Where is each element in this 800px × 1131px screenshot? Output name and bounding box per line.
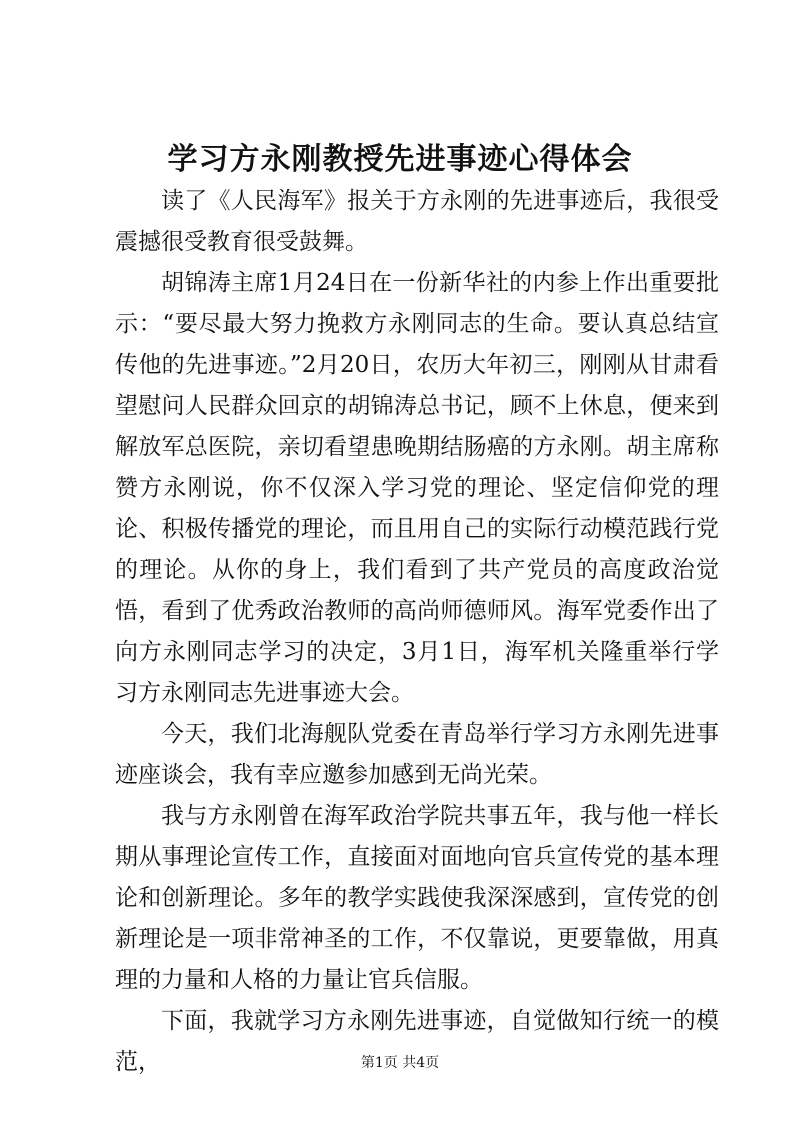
paragraph-4: 我与方永刚曾在海军政治学院共事五年，我与他一样长期从事理论宣传工作，直接面对面地向官兵宣传党的基本理论和创新理论。多年的教学实践使我深深感到，宣传党的创新理论是一项非常神圣的工作，不仅靠说，更要靠做，用真理的力量和人格的力量让官兵信服。 [115, 803, 719, 993]
paragraph-2: 胡锦涛主席1月24日在一份新华社的内参上作出重要批示：“要尽最大努力挽救方永刚同志的生命。要认真总结宣传他的先进事迹。”2月20日，农历大年初三，刚刚从甘肃看望慰问人民群众回京的胡锦涛总书记，顾不上休息，便来到解放军总医院，亲切看望患晚期结肠癌的方永刚。胡主席称赞方永刚说，你不仅深入学习党的理论、坚定信仰党的理论、积极传播党的理论，而且用自己的实际行动模范践行党的理论。从你的身上，我们看到了共产党员的高度政治觉悟，看到了优秀政治教师的高尚师德师风。海军党委作出了向方永刚同志学习的决定，3月1日，海军机关隆重举行学习方永刚同志先进事迹大会。 [115, 270, 719, 706]
paragraph-5: 下面，我就学习方永刚先进事迹，自觉做知行统一的模范， [115, 1008, 719, 1075]
document-title: 学习方永刚教授先进事迹心得体会 [167, 142, 633, 177]
paragraph-3: 今天，我们北海舰队党委在青岛举行学习方永刚先进事迹座谈会，我有幸应邀参加感到无尚光荣。 [115, 721, 719, 788]
paragraph-1: 读了《人民海军》报关于方永刚的先进事迹后，我很受震撼很受教育很受鼓舞。 [115, 188, 719, 255]
document-body [115, 181, 719, 1083]
page-footer: 第1页 共4页 [360, 1055, 440, 1071]
